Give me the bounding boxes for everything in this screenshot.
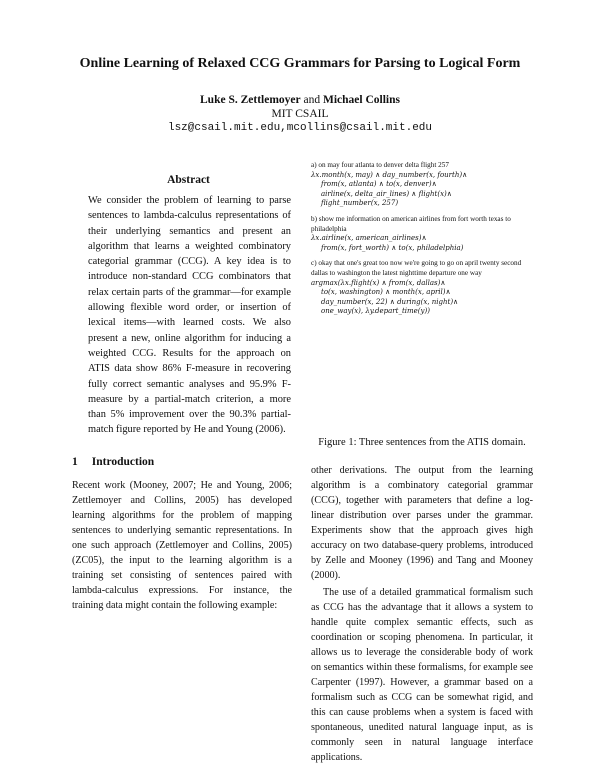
abstract-text: We consider the problem of learning to parse sentences to lambda-calculus representations of their underlying semantics and present an algorithm that learns a weighted combinatory categorial grammar (CCG). A key idea is to introduce non-standard CCG combinators that relax certain parts of the grammar—for example allowing flexible word order, or insertion of lexical items—with learned costs. We also present a new, online algorithm for inducing a weighted CCG. Results for the approach on ATIS data show 86% F-measure in recovering fully correct semantic analyses and 95.9% F-measure by a partial-match criterion, a more than 5% improvement over the 90.3% partial-match figure reported by He and Young (2006). [88, 195, 291, 436]
author-collins: Michael Collins [322, 94, 400, 106]
right-column-text [311, 463, 533, 765]
figure-example-c-lf-line: day_number(x, 22) ∧ during(x, night)∧ [321, 297, 459, 306]
figure-example-c-sentence: c) okay that one's great too now we're going to go on april twenty second dallas to washington the latest nighttime departure one way [311, 259, 522, 277]
figure-example-a-lf-line: from(x, atlanta) ∧ to(x, denver)∧ [321, 180, 437, 189]
figure-example-a-lf-line: flight_number(x, 257) [321, 199, 399, 208]
section-number: 1 [72, 456, 78, 468]
affiliation: MIT CSAIL [271, 108, 329, 120]
figure-example-a-lf-line: λx.month(x, may) ∧ day_number(x, fourth)∧ [311, 170, 468, 179]
figure-example-c-lf-line: argmax(λx.flight(x) ∧ from(x, dallas)∧ [311, 278, 446, 287]
author-line [0, 94, 600, 106]
body-paragraph: The use of a detailed grammatical formalism such as CCG has the advantage that it allows a system to handle quite complex semantic effects, such as coordination or scoping phenomena. In particular, it allows us to leverage the considerable body of work on semantics within these formalisms, for example see Carpenter (1997). However, a grammar based on a formalism such as CCG can be somewhat rigid, and this can cause problems when a system is faced with spontaneous, unedited natural language input, as is commonly seen in natural language interface applications. [311, 587, 533, 763]
section-title: Introduction [91, 456, 155, 468]
figure-1 [311, 161, 536, 317]
introduction-text: Recent work (Mooney, 2007; He and Young, 2006; Zettlemoyer and Collins, 2005) has developed learning algorithms for the problem of mapping sentences to underlying semantic representations. In one such approach (Zettlemoyer and Collins, 2005) (ZC05), the input to the learning algorithm is a training set consisting of sentences paired with lambda-calculus expressions. For instance, the training data might contain the following example: [72, 480, 292, 611]
figure-example-c-lf-line: to(x, washington) ∧ month(x, april)∧ [321, 288, 451, 297]
paper-title: Online Learning of Relaxed CCG Grammars for Parsing to Logical Form [79, 56, 521, 71]
figure-example-a-lf-line: airline(x, delta_air_lines) ∧ flight(x)∧ [321, 189, 452, 198]
section-heading-introduction [72, 456, 168, 468]
figure-example-b-lf-line: λx.airline(x, american_airlines)∧ [311, 234, 427, 243]
body-paragraph: other derivations. The output from the learning algorithm is a combinatory categorial grammar (CCG), together with parameters that define a log-linear distribution over parses under the grammar. Experiments show that the approach gives high accuracy on two database-query problems, introduced by Zelle and Mooney (1996) and Tang and Mooney (2000). [311, 465, 533, 581]
abstract-heading: Abstract [167, 174, 210, 186]
figure-example-c-lf-line: one_way(x), λy.depart_time(y)) [321, 307, 430, 316]
figure-example-b-lf-line: from(x, fort_worth) ∧ to(x, philadelphia) [321, 243, 464, 252]
author-conjunction: and [300, 94, 323, 106]
author-zettlemoyer: Luke S. Zettlemoyer [200, 94, 301, 106]
author-emails: lsz@csail.mit.edu,mcollins@csail.mit.edu [167, 122, 433, 134]
figure-example-b-sentence: b) show me information on american airlines from fort worth texas to philadelphia [311, 214, 511, 233]
figure-example-a-sentence: a) on may four atlanta to denver delta flight 257 [311, 161, 449, 169]
figure-caption: Figure 1: Three sentences from the ATIS domain. [318, 437, 526, 448]
